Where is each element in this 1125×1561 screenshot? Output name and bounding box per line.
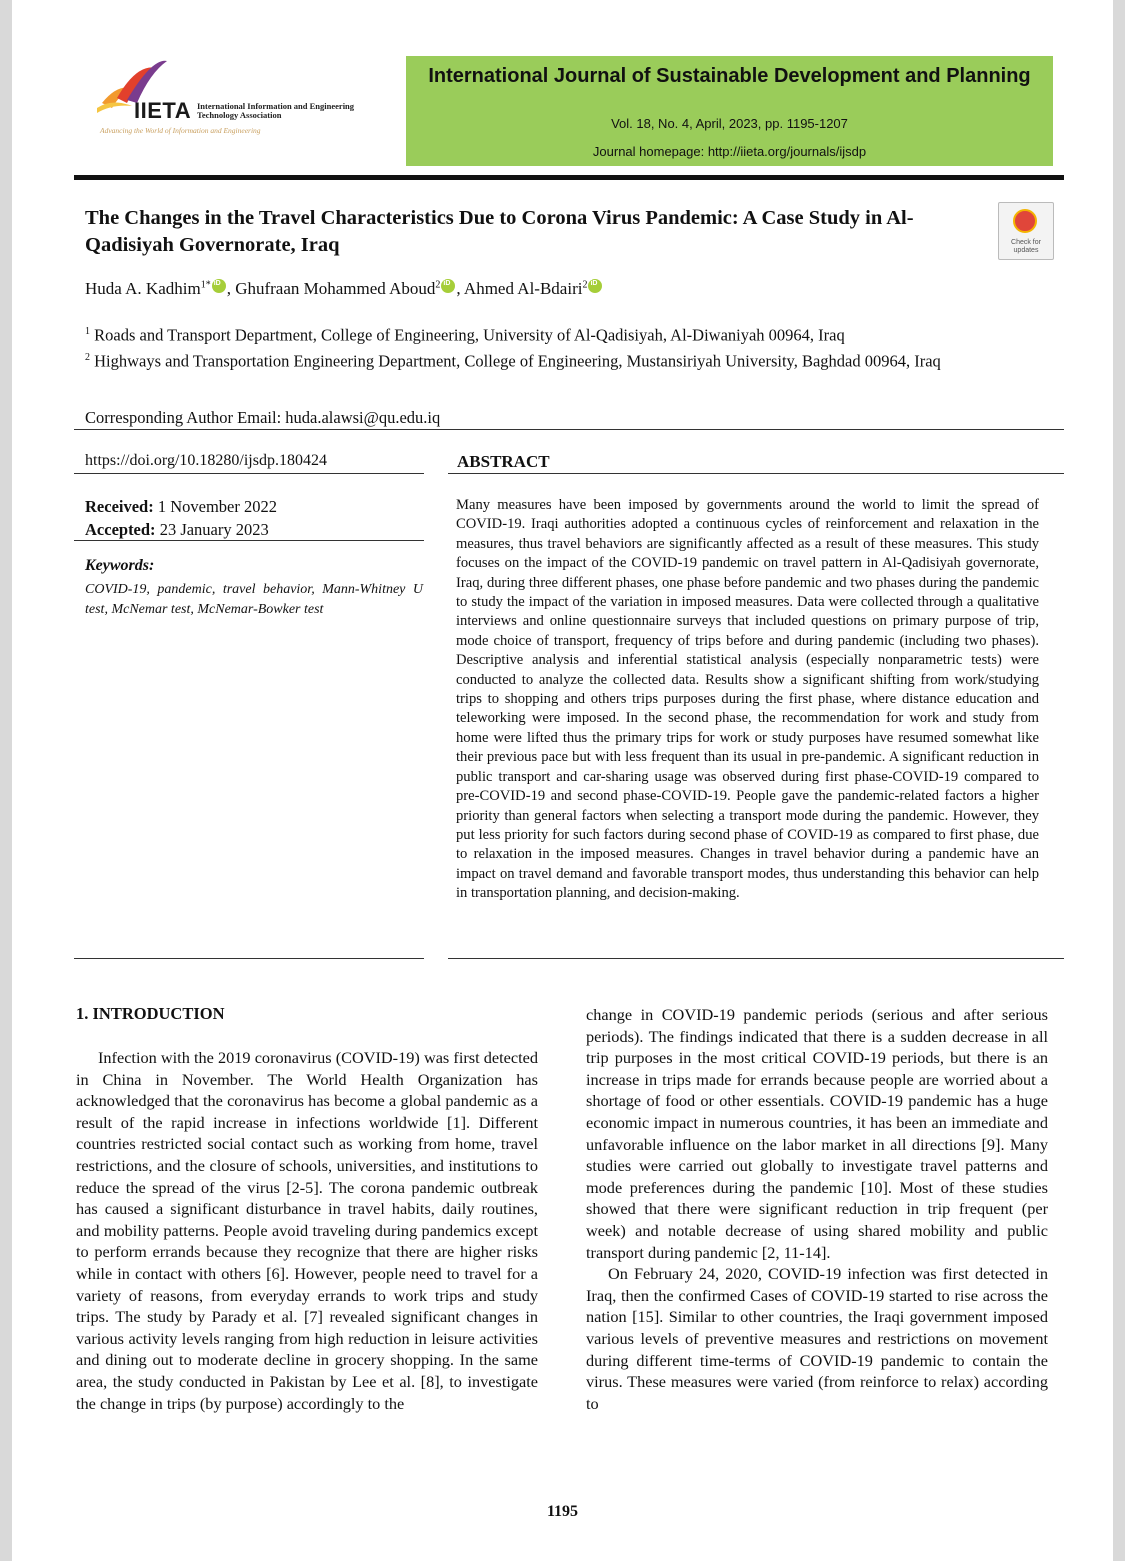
iieta-logo xyxy=(82,58,382,148)
author-affil-sup: 2 xyxy=(435,279,441,291)
paragraph: change in COVID-19 pandemic periods (serious and after serious periods). The findings indicated that there is a sudden decrease in all trip purposes in the most critical COVID-19 periods, but there is an increase in trips made for errands because people are worried about a shortage of food or other essentials. COVID-19 pandemic has a huge economic impact in numerous countries, it has been an immediate and unfavorable influence on the labor market in all directions [9]. Many studies were carried out globally to investigate travel patterns and mode preferences during the pandemic [10]. Most of these studies showed that there were significant reduction in trip frequent (per week) and notable decrease of using shared mobility and public transport during pandemic [2, 11-14]. xyxy=(586,1005,1048,1262)
page-number: 1195 xyxy=(546,1503,579,1520)
author-affil-sup: 1* xyxy=(200,279,211,291)
accepted-date: 23 January 2023 xyxy=(159,520,269,539)
author-list xyxy=(85,279,603,299)
divider xyxy=(74,958,424,959)
affiliation-2 xyxy=(85,347,1055,373)
affiliation-sup: 2 xyxy=(85,351,90,363)
abstract-text: Many measures have been imposed by governments around the world to limit the spread of COVID-19. Iraqi authorities adopted a continuous cycles of reinforcement and relaxation in the measures, thus travel behaviors are significantly affected as a result of these measures. This study focuses on the impact of the COVID-19 pandemic on travel pattern in Al-Qadisiyah governorate, Iraq, during three different phases, one phase before pandemic and two phases during the pandemic to study the impact of the variation in imposed measures. Data were collected through a qualitative interviews and online questionnaire surveys that included questions on primary purpose of trip, mode choice of transport, frequency of trips before and during pandemic (including two phases). Descriptive analysis and inferential statistical analysis (especially nonparametric tests) were conducted to analyze the collected data. Results show a significant shifting from work/studying trips to shopping and others trips purposes during the first phase, where distance education and teleworking were imposed. In the second phase, the recommendation for work and study from home were lifted thus the primary trips for work or study purposes have resumed somewhat like their previous pace but with less frequent than its usual in pre-pandemic. A significant reduction in public transport and car-sharing usage was observed during first phase-COVID-19 compared to pre-COVID-19 and second phase-COVID-19. People gave the pandemic-related factors a higher priority than general factors when selecting a transport mode during the pandemic. However, they put less priority for such factors during second phase of COVID-19 as compared to first phase, due to relaxation in the imposed measures. Changes in travel behavior during a pandemic have an impact on travel demand and favorable transport modes, thus understanding this behavior can help in transportation planning, and decision-making. xyxy=(456,497,1039,902)
check-updates-icon xyxy=(1013,209,1037,233)
article-title: The Changes in the Travel Characteristics Due to Corona Virus Pandemic: A Case Study in Al-Qadisiyah Governorate, Iraq xyxy=(85,207,914,256)
check-updates-label: Check for updates xyxy=(1011,239,1041,254)
divider xyxy=(74,473,424,474)
divider xyxy=(74,429,1064,430)
check-for-updates-button[interactable] xyxy=(998,202,1054,260)
logo-text-main: IIETA xyxy=(134,98,192,123)
abstract-heading: ABSTRACT xyxy=(457,452,550,471)
logo-tagline: Advancing the World of Information and Engineering xyxy=(100,126,261,135)
doi-link[interactable]: https://doi.org/10.18280/ijsdp.180424 xyxy=(85,452,327,469)
paragraph: On February 24, 2020, COVID-19 infection was first detected in Iraq, then the confirmed Cases of COVID-19 started to rise across the nation [15]. Similar to other countries, the Iraqi government imposed various levels of preventive measures and restrictions on movement during different time-terms of COVID-19 pandemic to contain the virus. These measures were varied (from reinforce to relax) according to xyxy=(586,1264,1048,1413)
keywords-heading: Keywords: xyxy=(85,557,155,574)
divider xyxy=(74,540,424,541)
dates xyxy=(85,495,277,541)
paper-page xyxy=(12,0,1113,1561)
received-date: 1 November 2022 xyxy=(157,497,277,516)
corresponding-email[interactable]: Corresponding Author Email: huda.alawsi@qu.edu.iq xyxy=(85,408,441,427)
author-name: , Ahmed Al-Bdairi xyxy=(456,279,583,298)
divider xyxy=(448,958,1064,959)
journal-header-box xyxy=(406,56,1053,166)
affiliation-text: Roads and Transport Department, College of Engineering, University of Al-Qadisiyah, Al-Diwaniyah 00964, Iraq xyxy=(94,325,845,345)
accepted-label: Accepted: xyxy=(85,520,156,539)
author-name: , Ghufraan Mohammed Aboud xyxy=(226,279,436,298)
divider xyxy=(448,473,1064,474)
orcid-icon[interactable] xyxy=(441,279,455,293)
section-heading: 1. INTRODUCTION xyxy=(76,1004,225,1023)
orcid-icon[interactable] xyxy=(588,279,602,293)
paragraph: Infection with the 2019 coronavirus (COVID-19) was first detected in China in November. The World Health Organization has acknowledged that the coronavirus has become a global pandemic as a result of the rapid increase in infections worldwide [1]. Different countries restricted social contact such as working from home, travel restrictions, and the closure of schools, universities, and institutions to reduce the spread of the virus [2-5]. The corona pandemic outbreak has caused a significant disturbance in travel habits, daily routines, and mobility patterns. People avoid traveling during pandemics except to perform errands because they recognize that there are higher risks while in contact with others [6]. However, people need to travel for a variety of reasons, from everyday errands to work trips and study trips. The study by Parady et al. [7] revealed significant changes in various activity levels ranging from high reduction in leisure activities and dining out to moderate decline in grocery shopping. In the same area, the study conducted in Pakistan by Lee et al. [8], to investigate the change in trips (by purpose) accordingly to the xyxy=(76,1048,538,1413)
author-name: Huda A. Kadhim xyxy=(85,279,201,298)
journal-volume: Vol. 18, No. 4, April, 2023, pp. 1195-1207 xyxy=(611,116,848,131)
received-label: Received: xyxy=(85,497,154,516)
affiliation-text: Highways and Transportation Engineering Department, College of Engineering, Mustansiriyah University, Baghdad 00964, Iraq xyxy=(94,351,941,370)
body-column-right xyxy=(586,1004,1048,1414)
author-affil-sup: 2 xyxy=(582,279,588,291)
journal-title: International Journal of Sustainable Development and Planning xyxy=(428,65,1031,87)
journal-homepage-link[interactable]: Journal homepage: http://iieta.org/journals/ijsdp xyxy=(592,144,867,159)
header-divider xyxy=(74,175,1064,180)
orcid-icon[interactable] xyxy=(212,279,226,293)
logo-text-sub: International Information and Engineering Technology Association xyxy=(197,101,355,120)
affiliation-1 xyxy=(85,321,1055,347)
affiliation-sup: 1 xyxy=(85,326,90,337)
body-column-left xyxy=(76,1047,538,1414)
keywords: COVID-19, pandemic, travel behavior, Mann-Whitney U test, McNemar test, McNemar-Bowker test xyxy=(85,582,423,617)
affiliations xyxy=(85,321,1055,372)
